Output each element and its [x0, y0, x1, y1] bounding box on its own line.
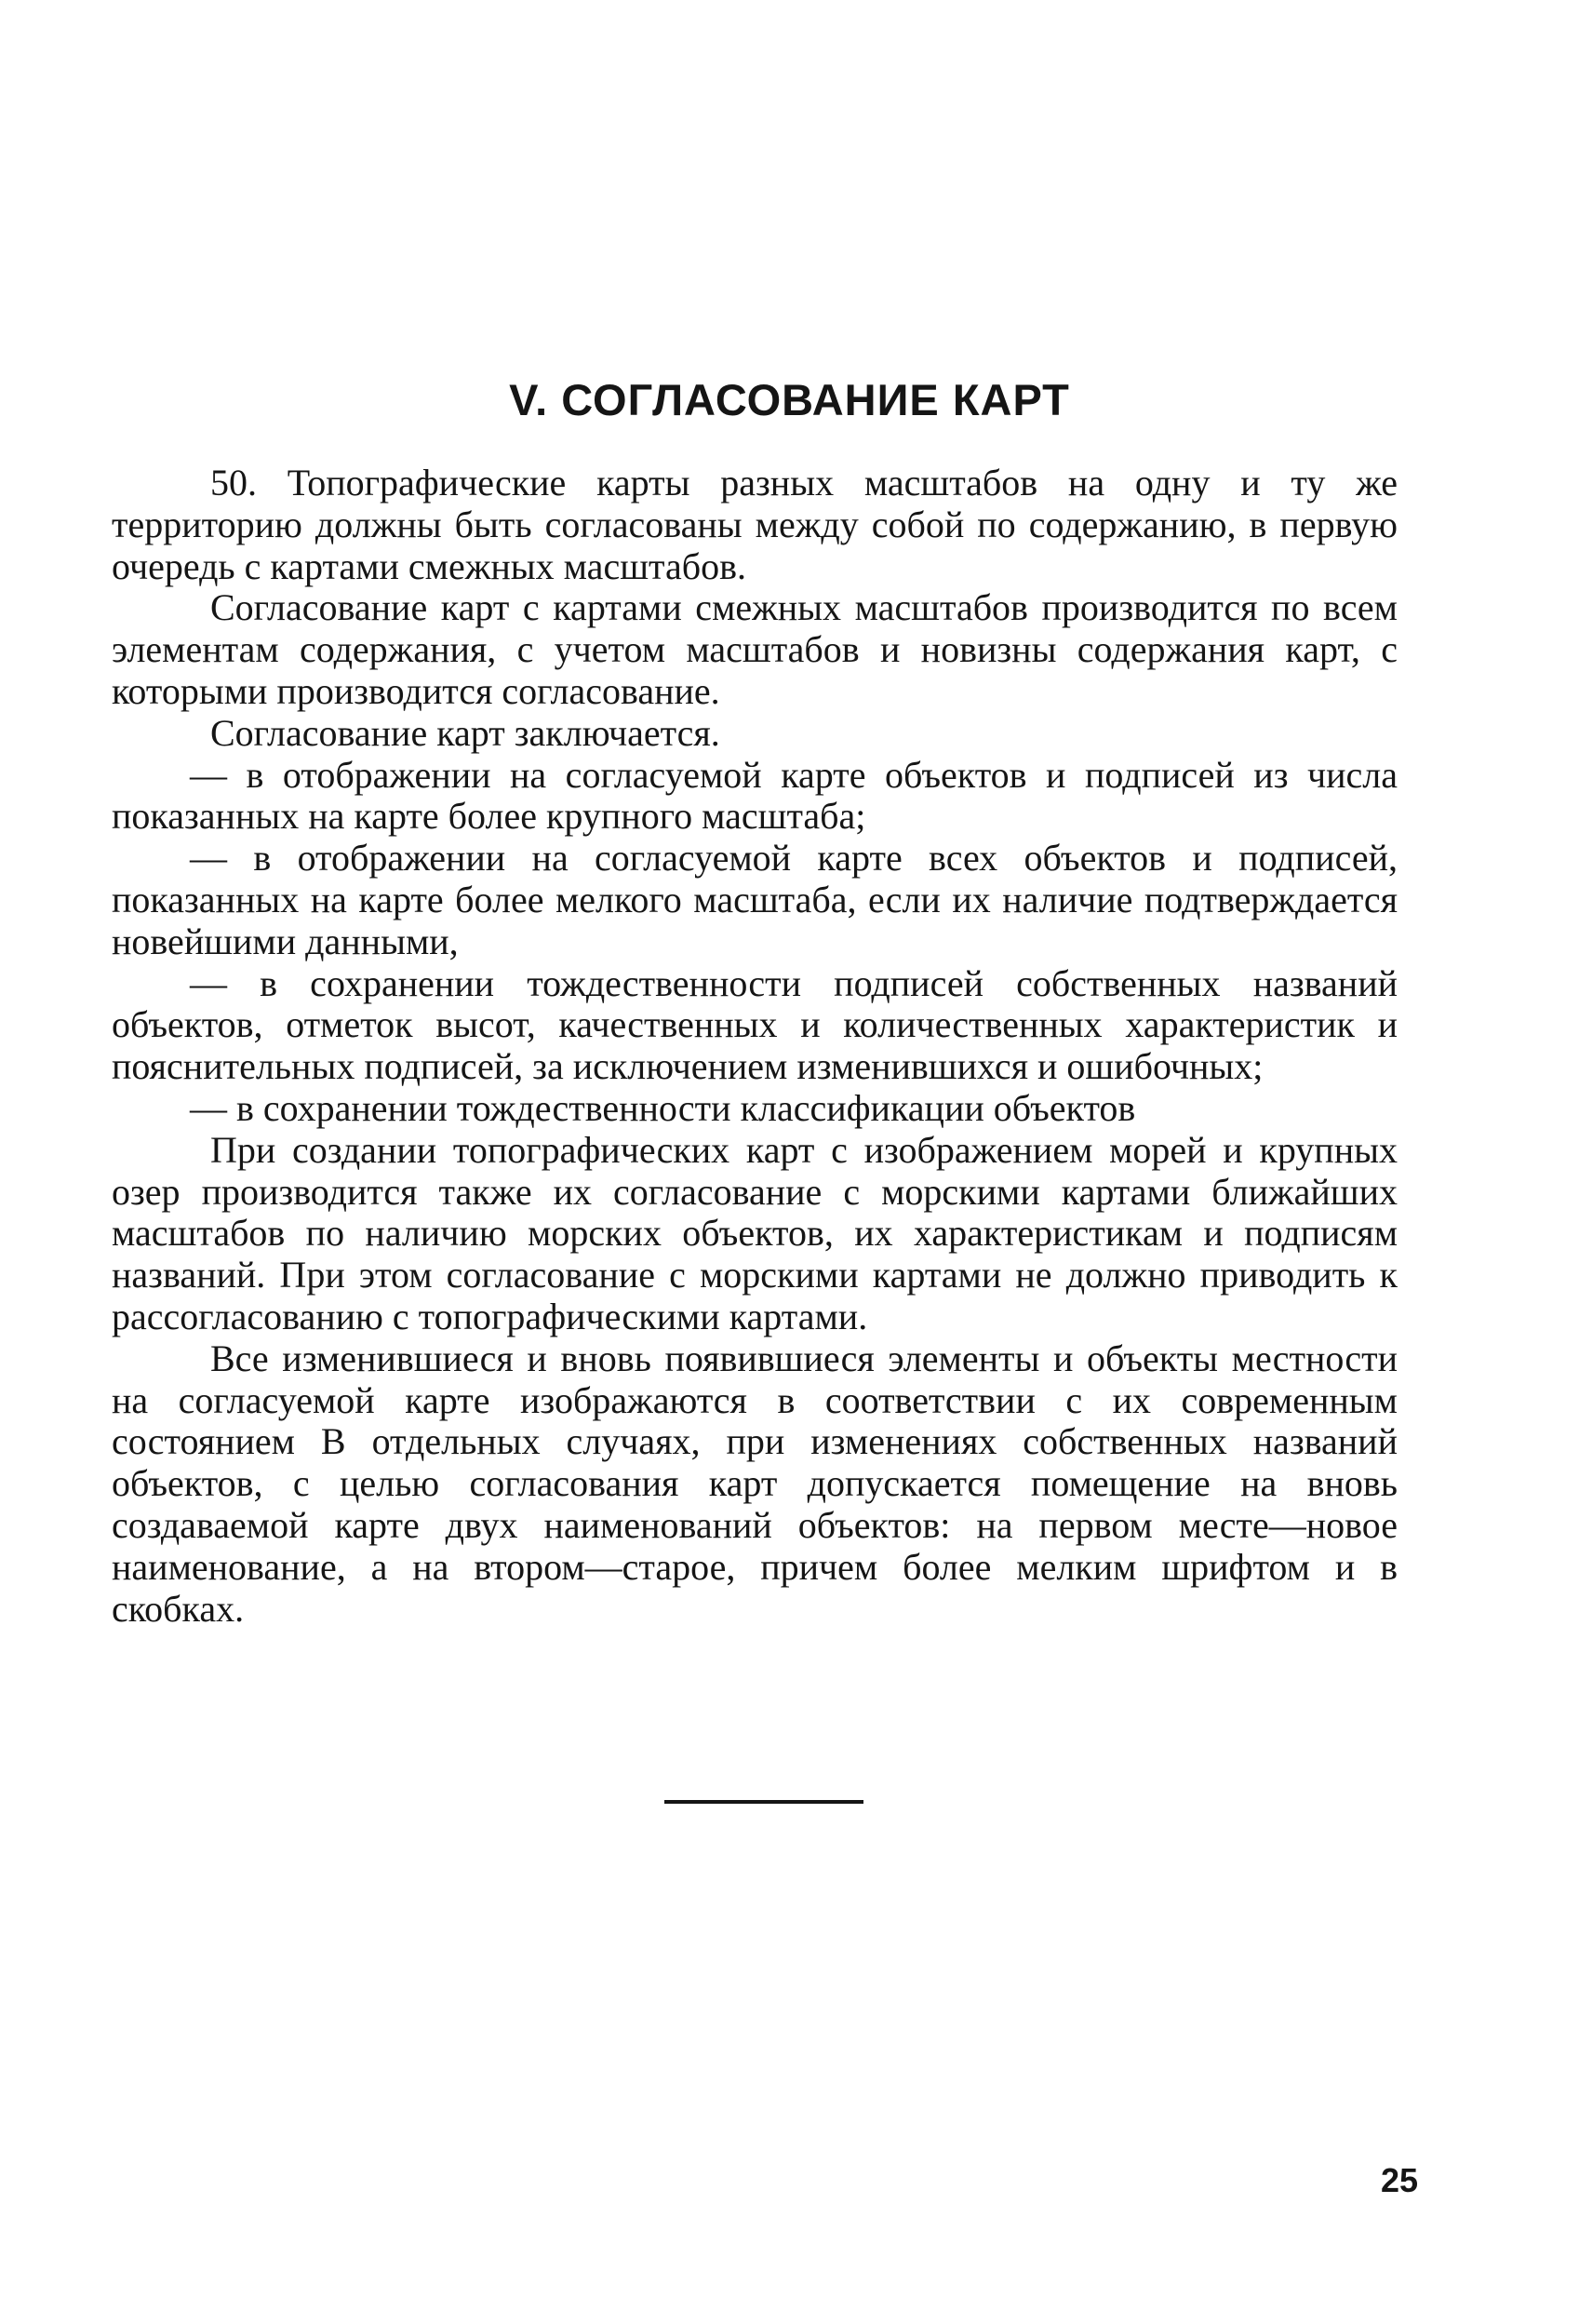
paragraph-adjacent-scales: Согласование карт с картами смежных масштабов производится по всем элементам содержания, с учетом масштабов и новизны содержания карт, с которыми производится согласование. — [112, 586, 1398, 712]
section-end-rule — [664, 1800, 863, 1804]
page-number: 25 — [1380, 2161, 1418, 2199]
list-item: — в сохранении тождественности подписей собственных названий объектов, отметок высот, качественных и количественных характеристик и пояснительных подписей, за исключением изменившихся и ошибочных; — [112, 961, 1398, 1088]
list-item: — в отображении на согласуемой карте объектов и подписей из числа показанных на карте более крупного масштаба; — [112, 753, 1398, 838]
paragraph-clause-50: 50. Топографические карты разных масштабов на одну и ту же территорию должны быть согласованы между собой по содержанию, в первую очередь с картами смежных масштабов. — [112, 462, 1398, 587]
text-body — [112, 463, 1398, 1630]
list-item: — в сохранении тождественности классификации объектов — [190, 1086, 1136, 1129]
paragraph-changed-elements: Все изменившиеся и вновь появившиеся элементы и объекты местности на согласуемой карте изображаются в соответствии с их современным состоянием В отдельных случаях, при изменениях собственных названий объектов, с целью согласования карт допускается помещение на вновь создаваемой карте двух наименований объектов: на первом месте—новое наименование, а на втором—старое, причем более мелким шрифтом и в скобках. — [112, 1337, 1398, 1630]
list-item: — в отображении на согласуемой карте всех объектов и подписей, показанных на карте более мелкого масштаба, если их наличие подтверждается новейшими данными, — [112, 837, 1398, 962]
paragraph-consists-of: Согласование карт заключается. — [210, 711, 720, 754]
paragraph-sea-charts: При создании топографических карт с изображением морей и крупных озер производится также их согласование с морскими картами ближайших масштабов по наличию морских объектов, их характеристикам и подписям названий. При этом согласование с морскими картами не должно приводить к рассогласованию с топографическими картами. — [112, 1128, 1398, 1337]
section-title: V. СОГЛАСОВАНИЕ КАРТ — [509, 375, 1070, 424]
